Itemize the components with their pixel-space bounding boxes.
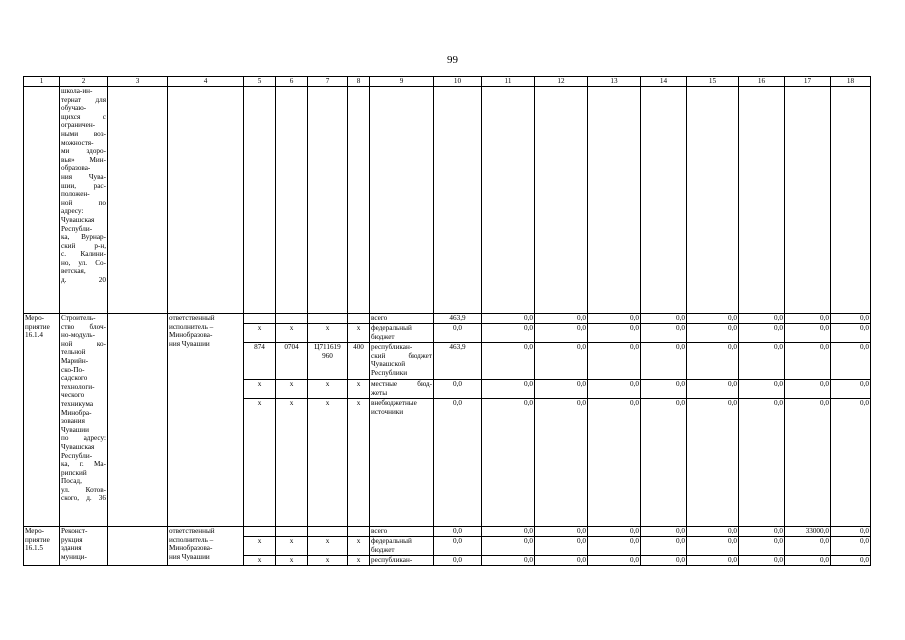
event-label: Меро- приятие 16.1.4 [24,314,60,527]
table-cell [535,87,588,314]
amount-cell: 0,0 [482,324,535,343]
amount-cell: 0,0 [482,314,535,324]
budget-code: 874 [244,343,276,380]
amount-cell: 0,0 [687,314,739,324]
amount-cell: 0,0 [535,324,588,343]
budget-code: x [276,380,308,399]
amount-cell: 0,0 [785,324,831,343]
table-cell [641,87,687,314]
column-header: 2 [60,77,108,87]
amount-cell: 0,0 [641,343,687,380]
column-header: 5 [244,77,276,87]
table-row [24,314,871,324]
column-header: 9 [370,77,434,87]
amount-cell: 0,0 [434,537,482,556]
table-cell [168,87,244,314]
amount-cell: 0,0 [434,556,482,566]
column-header: 1 [24,77,60,87]
budget-code: x [244,324,276,343]
amount-cell: 0,0 [482,556,535,566]
column-header: 11 [482,77,535,87]
amount-cell: 0,0 [739,324,785,343]
amount-cell: 0,0 [641,399,687,527]
amount-cell: 33000,0 [785,527,831,537]
budget-code: x [244,537,276,556]
funding-source: внебюджетные источники [370,399,434,527]
amount-cell: 0,0 [641,314,687,324]
budget-code: x [308,324,348,343]
table-cell [108,527,168,566]
table-cell [739,87,785,314]
funding-source: федеральный бюджет [370,537,434,556]
table-cell [108,87,168,314]
budget-code [308,527,348,537]
budget-code: x [348,380,370,399]
amount-cell: 0,0 [535,380,588,399]
table-cell [348,87,370,314]
amount-cell: 0,0 [831,399,871,527]
amount-cell: 0,0 [785,380,831,399]
amount-cell: 0,0 [588,399,641,527]
column-header: 10 [434,77,482,87]
funding-source: всего [370,314,434,324]
amount-cell: 0,0 [434,399,482,527]
amount-cell: 0,0 [831,527,871,537]
amount-cell: 0,0 [535,537,588,556]
amount-cell: 0,0 [739,399,785,527]
amount-cell: 0,0 [785,556,831,566]
amount-cell: 0,0 [588,314,641,324]
amount-cell: 0,0 [482,527,535,537]
amount-cell: 0,0 [641,324,687,343]
amount-cell: 0,0 [831,556,871,566]
amount-cell: 0,0 [687,380,739,399]
budget-code: x [244,399,276,527]
table-row [24,527,871,537]
amount-cell: 0,0 [588,527,641,537]
amount-cell: 0,0 [687,399,739,527]
amount-cell: 0,0 [831,343,871,380]
amount-cell: 0,0 [687,537,739,556]
page-number: 99 [447,54,458,66]
column-header: 12 [535,77,588,87]
table-row [24,87,871,314]
budget-code: x [276,556,308,566]
event-name: Реконст- рукция здания муници- [60,527,108,566]
event-name: Строитель- ство блоч- но-модуль- ной ко- тельной Марийн- ско-По- садского технологи- ческого техникума Минобра- зования Чувашии по адресу: Чувашская Республи- ка, г. Ма- рипский Посад, ул. Котов- ского, д. 36 [60,314,108,527]
amount-cell: 0,0 [535,399,588,527]
amount-cell: 0,0 [687,324,739,343]
responsible-executor: ответственный исполнитель – Минобразова- ния Чувашии [168,527,244,566]
budget-code: x [244,380,276,399]
budget-code [276,527,308,537]
column-header: 17 [785,77,831,87]
amount-cell: 0,0 [687,556,739,566]
amount-cell: 0,0 [785,314,831,324]
column-header: 4 [168,77,244,87]
budget-code: 400 [348,343,370,380]
funding-source: республикан- ский бюджет Чувашской Республики [370,343,434,380]
budget-code [244,314,276,324]
budget-code: x [244,556,276,566]
header-row [24,77,871,87]
amount-cell: 0,0 [641,527,687,537]
column-header: 13 [588,77,641,87]
column-header: 3 [108,77,168,87]
table-cell [24,87,60,314]
budget-code: x [348,537,370,556]
budget-code [308,314,348,324]
budget-code: x [348,556,370,566]
amount-cell: 0,0 [831,380,871,399]
amount-cell: 0,0 [785,343,831,380]
budget-code [276,314,308,324]
amount-cell: 0,0 [739,380,785,399]
amount-cell: 0,0 [535,527,588,537]
table-cell [482,87,535,314]
amount-cell: 0,0 [535,556,588,566]
budget-code: 0704 [276,343,308,380]
table-cell [434,87,482,314]
funding-source: всего [370,527,434,537]
amount-cell: 0,0 [739,556,785,566]
budget-table [23,76,871,566]
amount-cell: 0,0 [641,556,687,566]
amount-cell: 0,0 [482,399,535,527]
funding-source: федеральный бюджет [370,324,434,343]
amount-cell: 463,9 [434,314,482,324]
column-header: 16 [739,77,785,87]
amount-cell: 0,0 [739,537,785,556]
budget-code: x [348,399,370,527]
amount-cell: 0,0 [434,380,482,399]
amount-cell: 0,0 [739,314,785,324]
amount-cell: 0,0 [739,343,785,380]
column-header: 15 [687,77,739,87]
budget-code: x [276,537,308,556]
table-cell [108,314,168,527]
amount-cell: 0,0 [831,324,871,343]
amount-cell: 0,0 [482,537,535,556]
amount-cell: 0,0 [482,380,535,399]
amount-cell: 0,0 [588,324,641,343]
amount-cell: 0,0 [434,324,482,343]
column-header: 7 [308,77,348,87]
column-header: 14 [641,77,687,87]
amount-cell: 0,0 [535,343,588,380]
amount-cell: 0,0 [739,527,785,537]
table-cell [785,87,831,314]
amount-cell: 0,0 [831,537,871,556]
amount-cell: 0,0 [434,527,482,537]
funding-source: республикан- [370,556,434,566]
budget-code: x [308,556,348,566]
amount-cell: 0,0 [482,343,535,380]
column-header: 6 [276,77,308,87]
responsible-executor: ответственный исполнитель – Минобразова- ния Чувашии [168,314,244,527]
amount-cell: 0,0 [687,527,739,537]
amount-cell: 0,0 [641,537,687,556]
amount-cell: 0,0 [535,314,588,324]
amount-cell: 0,0 [588,556,641,566]
table-cell [831,87,871,314]
amount-cell: 0,0 [641,380,687,399]
column-header: 8 [348,77,370,87]
table-cell [308,87,348,314]
table-cell [276,87,308,314]
amount-cell: 0,0 [588,537,641,556]
funding-source: местные бюд- жеты [371,380,432,397]
budget-code: x [276,399,308,527]
budget-code: x [308,537,348,556]
amount-cell: 0,0 [785,399,831,527]
amount-cell: 0,0 [588,343,641,380]
amount-cell: 463,9 [434,343,482,380]
event-label: Меро- приятие 16.1.5 [24,527,60,566]
continued-event-name: школа-ин- тернат для обучаю- щихся с ограничен- ными воз- можностя- ми здоро- вья» Мин- образова- ния Чува- шии, рас- положен- ной по адресу: Чувашская Республи- ка, Вурнар- ский р-н, с. Калини- но, ул. Со- ветская, д. 20 [60,87,108,314]
budget-code [348,527,370,537]
amount-cell: 0,0 [687,343,739,380]
budget-code: x [348,324,370,343]
table-cell [244,87,276,314]
amount-cell: 0,0 [785,537,831,556]
table-cell [687,87,739,314]
amount-cell: 0,0 [588,380,641,399]
budget-code: x [308,399,348,527]
budget-code: x [308,380,348,399]
budget-code: Ц711619 960 [308,343,348,380]
table-cell [370,87,434,314]
budget-code [348,314,370,324]
budget-code [244,527,276,537]
budget-code: x [276,324,308,343]
column-header: 18 [831,77,871,87]
table-cell [588,87,641,314]
amount-cell: 0,0 [831,314,871,324]
